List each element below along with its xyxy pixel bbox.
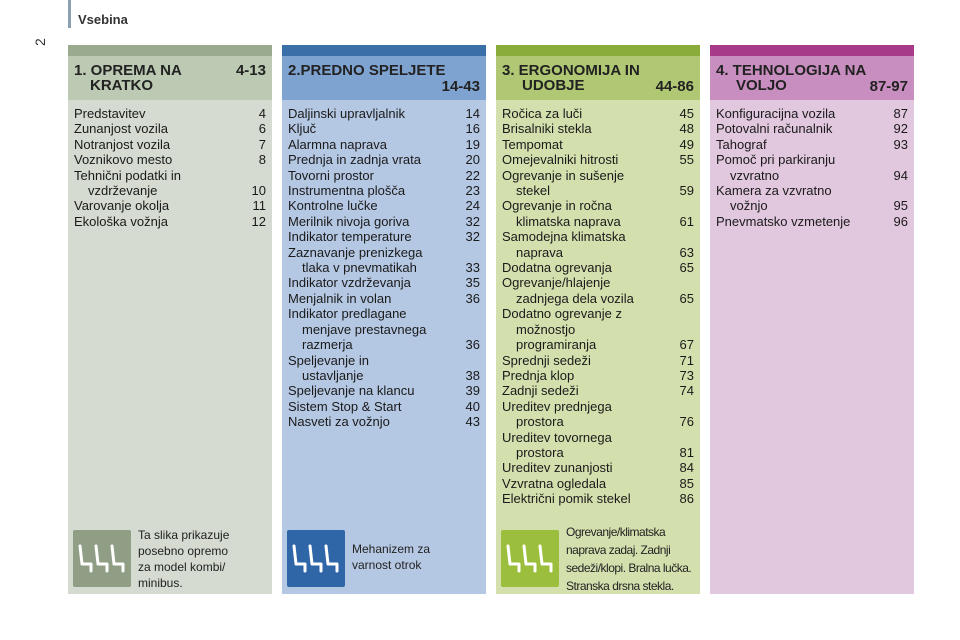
toc-column-1 (68, 45, 272, 594)
toc-entry-label: Tempomat (502, 136, 563, 152)
toc-entry-page: 19 (465, 136, 480, 152)
note-line: za model kombi/ (138, 560, 226, 574)
note-icon-box (501, 530, 559, 587)
toc-list (716, 106, 908, 229)
toc-entry-page: 63 (679, 244, 694, 260)
toc-entry[interactable] (288, 306, 480, 352)
toc-entry-page: 38 (465, 367, 480, 383)
toc-entry[interactable] (502, 106, 694, 121)
toc-entry-label: Daljinski upravljalnik (288, 106, 406, 121)
toc-entry-page: 7 (258, 136, 266, 152)
toc-entry-page: 95 (893, 198, 908, 214)
toc-entry[interactable] (502, 491, 694, 506)
toc-entry-page: 93 (893, 136, 908, 152)
toc-list (288, 106, 480, 430)
toc-entry-label: Ogrevanje in sušenje (502, 167, 625, 183)
note-icon-box (73, 530, 131, 587)
toc-entry-label: Menjalnik in volan (288, 290, 392, 306)
toc-entry-page: 22 (465, 167, 480, 183)
toc-entry[interactable] (74, 121, 266, 136)
toc-entry-label: Speljevanje in (288, 352, 369, 368)
toc-entry-label-cont: prostora (516, 444, 564, 460)
toc-entry-label: Kamera za vzvratno (716, 183, 832, 199)
toc-entry-label-cont: vzdrževanje (88, 183, 158, 199)
toc-entry-page: 11 (252, 198, 266, 214)
toc-entry-label: Alarmna naprava (288, 136, 387, 152)
toc-entry-page: 4 (258, 106, 266, 121)
toc-entry-page: 55 (679, 152, 694, 168)
toc-entry-label-cont: klimatska naprava (516, 213, 621, 229)
toc-entry-page: 48 (679, 121, 694, 137)
toc-entry[interactable] (288, 291, 480, 306)
toc-entry-label-cont: tlaka v pnevmatikah (302, 260, 417, 276)
toc-entry-page: 36 (465, 290, 480, 306)
column-strip (282, 45, 486, 56)
toc-entry-page: 86 (679, 491, 694, 507)
toc-entry-page: 43 (465, 414, 480, 430)
toc-entry[interactable] (502, 353, 694, 368)
column-strip (496, 45, 700, 56)
toc-entry-page: 49 (679, 136, 694, 152)
chapter-title-line2: VOLJO (736, 77, 787, 94)
toc-entry-label-cont: prostora (516, 414, 564, 430)
toc-entry[interactable] (288, 183, 480, 198)
toc-entry[interactable] (502, 121, 694, 136)
column-header[interactable] (282, 56, 486, 100)
toc-entry[interactable] (502, 399, 694, 430)
toc-entry-label: Sistem Stop & Start (288, 398, 402, 414)
note-line: naprava zadaj. Zadnji (566, 543, 671, 557)
toc-entry-label: Ročica za luči (502, 106, 583, 121)
note-line: varnost otrok (352, 558, 422, 572)
toc-entry-label-cont: vzvratno (730, 167, 780, 183)
side-accent-bar (68, 0, 71, 28)
toc-entry-label: Indikator vzdrževanja (288, 275, 411, 291)
toc-column-2 (282, 45, 486, 594)
note-line: Stranska drsna stekla. (566, 579, 674, 593)
toc-entry-label: Tehnični podatki in (74, 167, 181, 183)
toc-entry[interactable] (288, 198, 480, 213)
toc-entry-label: Tovorni prostor (288, 167, 374, 183)
toc-entry-label: Nasveti za vožnjo (288, 414, 390, 430)
note-line: sedeži/klopi. Bralna lučka. (566, 561, 692, 575)
column-note (138, 527, 229, 591)
toc-entry-label: Varovanje okolja (74, 198, 170, 214)
toc-entry-label: Konfiguracijna vozila (716, 106, 836, 121)
toc-entry-page: 73 (679, 367, 694, 383)
toc-entry-label: Instrumentna plošča (288, 183, 406, 199)
toc-entry[interactable] (502, 383, 694, 398)
toc-entry-label: Pomoč pri parkiranju (716, 152, 836, 168)
chapter-title-line1: 3. ERGONOMIJA IN (502, 62, 640, 79)
toc-entry-page: 36 (465, 337, 480, 353)
note-icon-box (287, 530, 345, 587)
toc-entry-label: Ekološka vožnja (74, 213, 168, 229)
toc-entry[interactable] (288, 106, 480, 121)
note-line: Mehanizem za (352, 542, 431, 556)
toc-entry[interactable] (74, 214, 266, 229)
toc-entry[interactable] (502, 137, 694, 152)
chapter-page-range: 4-13 (235, 62, 266, 79)
toc-entry-label: Ureditev zunanjosti (502, 460, 613, 476)
toc-entry[interactable] (288, 214, 480, 229)
toc-entry[interactable] (502, 306, 694, 352)
toc-entry[interactable] (74, 137, 266, 152)
toc-entry-page: 71 (679, 352, 694, 368)
toc-entry-page: 45 (679, 106, 694, 121)
toc-entry[interactable] (288, 353, 480, 384)
toc-entry-page: 65 (679, 290, 694, 306)
toc-entry-label: Indikator predlagane (288, 306, 407, 322)
seat-icon (77, 544, 127, 574)
toc-entry-page: 20 (465, 152, 480, 168)
toc-entry-label: Predstavitev (74, 106, 146, 121)
toc-entry-page: 92 (893, 121, 908, 137)
toc-entry-page: 33 (465, 260, 480, 276)
toc-entry[interactable] (288, 121, 480, 136)
chapter-page-range: 14-43 (441, 78, 480, 95)
toc-entry-page: 24 (465, 198, 480, 214)
toc-entry[interactable] (288, 245, 480, 276)
toc-entry-label: Samodejna klimatska (502, 229, 626, 245)
column-strip (68, 45, 272, 56)
chapter-title-line2: KRATKO (90, 77, 154, 94)
toc-entry-page: 10 (251, 183, 266, 199)
toc-entry[interactable] (502, 168, 694, 199)
toc-entry-label-cont: stekel (516, 183, 550, 199)
toc-entry-page: 96 (893, 213, 908, 229)
toc-entry-page: 84 (679, 460, 694, 476)
section-title: Vsebina (78, 12, 128, 27)
toc-entry[interactable] (502, 260, 694, 275)
toc-entry[interactable] (288, 152, 480, 167)
column-note (352, 541, 430, 573)
chapter-page-range: 87-97 (869, 78, 908, 95)
column-header[interactable] (710, 56, 914, 100)
toc-entry-label: Notranjost vozila (74, 136, 171, 152)
column-header[interactable] (496, 56, 700, 100)
toc-entry[interactable] (502, 430, 694, 461)
toc-entry[interactable] (288, 383, 480, 398)
toc-entry-page: 32 (465, 213, 480, 229)
column-header[interactable] (68, 56, 272, 100)
toc-entry-label-cont: programiranja (516, 337, 597, 353)
toc-entry-label: Sprednji sedeži (502, 352, 591, 368)
toc-entry[interactable] (502, 460, 694, 475)
chapter-title-line2: UDOBJE (522, 77, 585, 94)
note-line: minibus. (138, 576, 183, 590)
toc-entry-label: Brisalniki stekla (502, 121, 592, 137)
toc-entry[interactable] (74, 106, 266, 121)
toc-entry[interactable] (716, 183, 908, 214)
toc-entry[interactable] (716, 106, 908, 121)
toc-entry-label: Dodatna ogrevanja (502, 260, 612, 276)
toc-entry-label: Zadnji sedeži (502, 383, 579, 399)
toc-column-4 (710, 45, 914, 594)
column-strip (710, 45, 914, 56)
chapter-title-line1: 1. OPREMA NA (74, 62, 182, 79)
chapter-title-line1: 4. TEHNOLOGIJA NA (716, 62, 867, 79)
toc-entry-label: Potovalni računalnik (716, 121, 833, 137)
toc-entry-page: 81 (679, 444, 694, 460)
toc-entry-page: 59 (679, 183, 694, 199)
toc-entry-label-cont: vožnjo (730, 198, 768, 214)
toc-entry-label: Kontrolne lučke (288, 198, 378, 214)
toc-entry-page: 8 (258, 152, 266, 168)
toc-entry[interactable] (288, 399, 480, 414)
column-body (496, 100, 700, 594)
toc-entry-label-cont: možnostjo (516, 321, 576, 337)
toc-entry[interactable] (74, 168, 266, 199)
toc-entry-label: Električni pomik stekel (502, 491, 631, 507)
toc-entry-label: Zunanjost vozila (74, 121, 168, 137)
toc-entry-page: 94 (893, 167, 908, 183)
chapter-page-range: 44-86 (655, 78, 694, 95)
toc-entry[interactable] (502, 229, 694, 260)
toc-entry-label: Vzvratna ogledala (502, 475, 607, 491)
toc-entry[interactable] (288, 275, 480, 290)
toc-entry-page: 74 (679, 383, 694, 399)
toc-entry[interactable] (502, 275, 694, 306)
column-body (282, 100, 486, 594)
toc-entry-label: Ogrevanje/hlajenje (502, 275, 611, 291)
toc-entry[interactable] (502, 198, 694, 229)
chapter-title-line1: 2.PREDNO SPELJETE (288, 62, 446, 79)
toc-entry-label: Prednja klop (502, 367, 575, 383)
toc-entry-label: Ogrevanje in ročna (502, 198, 612, 214)
note-line: Ta slika prikazuje (138, 528, 230, 542)
toc-entry[interactable] (288, 137, 480, 152)
toc-entry-label: Dodatno ogrevanje z (502, 306, 622, 322)
toc-entry-label-cont: ustavljanje (302, 367, 364, 383)
toc-entry-page: 14 (465, 106, 480, 121)
column-note (566, 523, 691, 595)
toc-entry-page: 76 (679, 414, 694, 430)
toc-entry-page: 16 (465, 121, 480, 137)
toc-entry-label: Pnevmatsko vzmetenje (716, 213, 851, 229)
toc-entry[interactable] (502, 368, 694, 383)
column-body (68, 100, 272, 594)
column-body (710, 100, 914, 594)
toc-entry[interactable] (288, 229, 480, 244)
toc-entry-page: 87 (893, 106, 908, 121)
toc-entry-label: Ključ (288, 121, 317, 137)
toc-list (502, 106, 694, 507)
toc-entry-label: Omejevalniki hitrosti (502, 152, 619, 168)
note-line: posebno opremo (138, 544, 229, 558)
toc-entry-label: Tahograf (716, 136, 767, 152)
toc-list (74, 106, 266, 229)
toc-entry-label: Ureditev tovornega (502, 429, 612, 445)
toc-column-3 (496, 45, 700, 594)
toc-entry-page: 39 (465, 383, 480, 399)
toc-entry[interactable] (502, 476, 694, 491)
toc-entry-page: 32 (465, 229, 480, 245)
toc-entry-label: Indikator temperature (288, 229, 412, 245)
seat-icon (291, 544, 341, 574)
toc-entry-page: 6 (258, 121, 266, 137)
toc-entry-label: Ureditev prednjega (502, 398, 612, 414)
toc-entry-label: Prednja in zadnja vrata (288, 152, 421, 168)
toc-entry[interactable] (716, 152, 908, 183)
toc-entry[interactable] (502, 152, 694, 167)
toc-entry-page: 65 (679, 260, 694, 276)
toc-entry[interactable] (716, 121, 908, 136)
toc-entry-page: 85 (679, 475, 694, 491)
toc-entry-label-cont: razmerja (302, 337, 353, 353)
seat-icon (505, 544, 555, 574)
toc-entry[interactable] (74, 198, 266, 213)
toc-entry-label: Voznikovo mesto (74, 152, 173, 168)
toc-entry-page: 35 (465, 275, 480, 291)
toc-entry-page: 12 (251, 213, 266, 229)
toc-entry[interactable] (288, 168, 480, 183)
toc-entry-page: 23 (465, 183, 480, 199)
toc-entry-label: Merilnik nivoja goriva (288, 213, 410, 229)
toc-entry[interactable] (288, 414, 480, 429)
toc-entry[interactable] (716, 214, 908, 229)
toc-entry-label: Speljevanje na klancu (288, 383, 415, 399)
toc-entry-label-cont: zadnjega dela vozila (516, 290, 634, 306)
toc-entry-label: Zaznavanje prenizkega (288, 244, 423, 260)
toc-entry[interactable] (716, 137, 908, 152)
toc-entry-label-cont: menjave prestavnega (302, 321, 427, 337)
toc-entry[interactable] (74, 152, 266, 167)
toc-entry-page: 61 (679, 213, 694, 229)
page-number: 2 (32, 38, 48, 46)
toc-entry-page: 40 (465, 398, 480, 414)
toc-entry-page: 67 (679, 337, 694, 353)
toc-entry-label-cont: naprava (516, 244, 563, 260)
note-line: Ogrevanje/klimatska (566, 525, 666, 539)
